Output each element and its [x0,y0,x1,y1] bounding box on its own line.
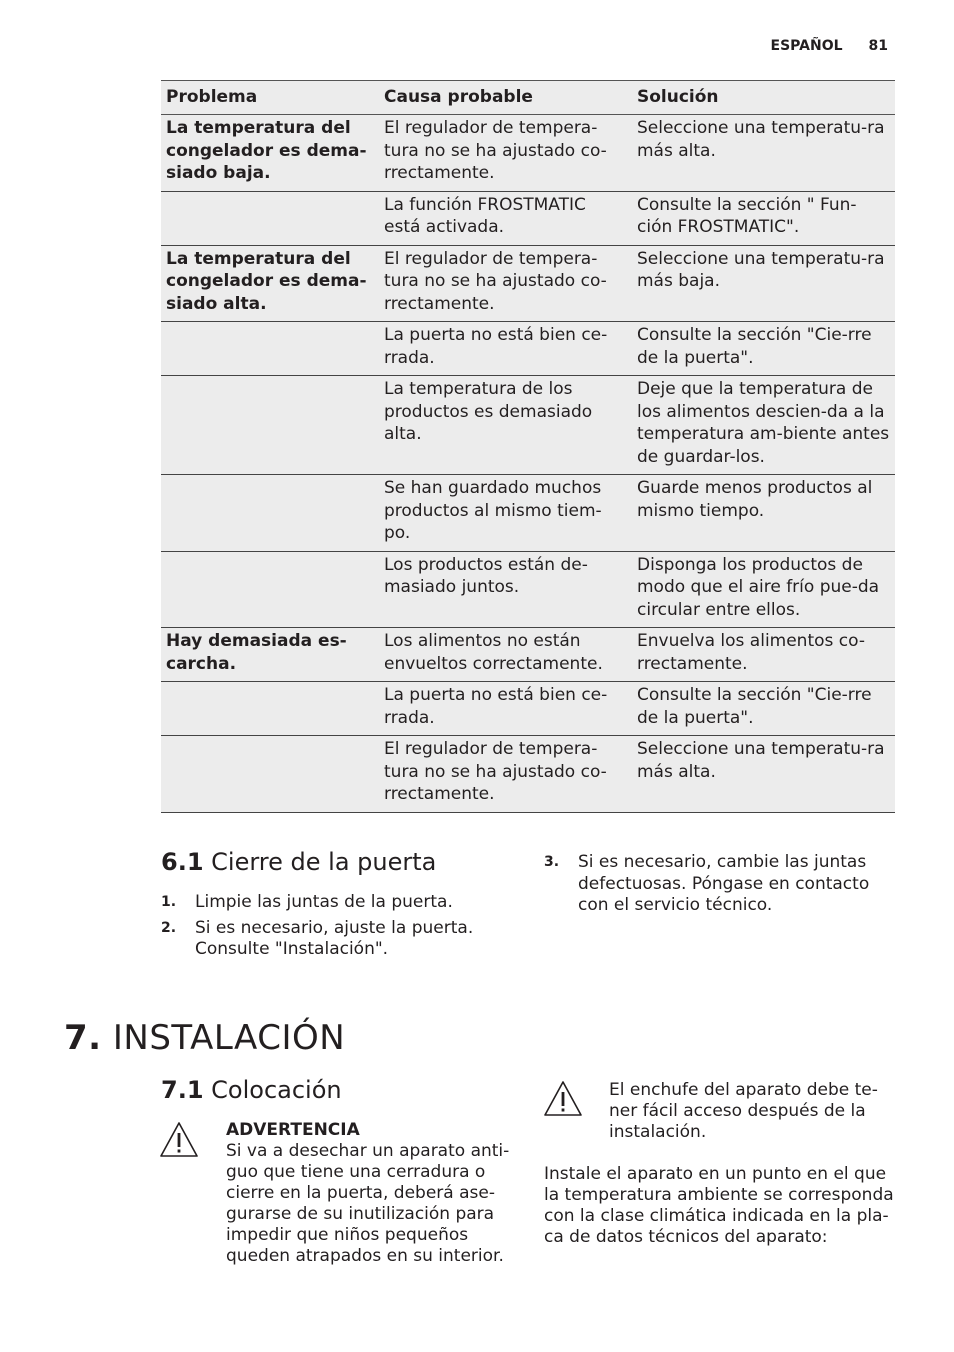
list-item [161,892,501,914]
warning-block [226,1120,516,1267]
section-7-1-heading [161,1076,342,1104]
solution-cell: Deje que la temperatura de los alimentos descien-da a la temperatura am-biente antes de guardar-los. [632,376,895,475]
warning-triangle-icon [543,1080,583,1118]
column-header-solution: Solución [632,81,895,115]
problem-cell [161,475,379,552]
list-item [544,852,894,917]
problem-cell: La temperatura del congelador es dema-siado alta. [161,245,379,322]
section-title: Cierre de la puerta [211,848,437,876]
problem-cell [161,736,379,813]
installation-paragraph: Instale el aparato en un punto en el que la temperatura ambiente se corresponda con la clase climática indicada en la pla-ca de datos técnicos del aparato: [544,1164,894,1247]
problem-cell: La temperatura del congelador es dema-siado baja. [161,115,379,192]
section-number: 6.1 [161,848,204,876]
table-row [161,551,895,628]
chapter-title: INSTALACIÓN [112,1018,346,1058]
cause-cell: La función FROSTMATIC está activada. [379,191,632,245]
problem-cell [161,322,379,376]
solution-cell: Seleccione una temperatu-ra más baja. [632,245,895,322]
step-number: 1. [161,894,177,910]
section-title: Colocación [211,1076,342,1104]
table-row [161,322,895,376]
step-text: Limpie las juntas de la puerta. [195,892,453,912]
table-row [161,191,895,245]
cause-cell: La puerta no está bien ce-rrada. [379,682,632,736]
page-header [771,38,888,54]
problem-cell [161,376,379,475]
solution-cell: Disponga los productos de modo que el aire frío pue-da circular entre ellos. [632,551,895,628]
list-item [161,918,501,961]
chapter-number: 7. [64,1018,102,1058]
warning-title: ADVERTENCIA [226,1120,360,1140]
step-text: Si es necesario, ajuste la puerta. Consulte "Instalación". [195,917,474,959]
steps-list-right [544,852,894,921]
table-header-row [161,81,895,115]
cause-cell: El regulador de tempera-tura no se ha ajustado co-rrectamente. [379,245,632,322]
chapter-7-heading [64,1018,345,1058]
cause-cell: Los productos están de-masiado juntos. [379,551,632,628]
step-number: 3. [544,854,560,870]
cause-cell: Los alimentos no están envueltos correctamente. [379,628,632,682]
step-text: Si es necesario, cambie las juntas defectuosas. Póngase en contacto con el servicio técnico. [578,852,870,915]
solution-cell: Seleccione una temperatu-ra más alta. [632,736,895,813]
step-number: 2. [161,919,177,936]
cause-cell: El regulador de tempera-tura no se ha ajustado co-rrectamente. [379,736,632,813]
warning-text: Si va a desechar un aparato anti-guo que tiene una cerradura o cierre en la puerta, deberá ase-gurarse de su inutilización para impedir que niños pequeños queden atrapados en su interior. [226,1141,510,1266]
solution-cell: Consulte la sección "Cie-rre de la puerta". [632,322,895,376]
table-row [161,376,895,475]
table-row [161,682,895,736]
cause-cell: La puerta no está bien ce-rrada. [379,322,632,376]
problem-cell: Hay demasiada es-carcha. [161,628,379,682]
table-row [161,245,895,322]
caution-text: El enchufe del aparato debe te-ner fácil acceso después de la instalación. [609,1080,878,1142]
solution-cell: Seleccione una temperatu-ra más alta. [632,115,895,192]
header-section: ESPAÑOL [770,38,843,54]
solution-cell: Guarde menos productos al mismo tiempo. [632,475,895,552]
steps-list-left [161,892,501,965]
table-row [161,475,895,552]
solution-cell: Consulte la sección " Fun-ción FROSTMATIC". [632,191,895,245]
section-6-1-heading [161,848,436,876]
cause-cell: Se han guardado muchos productos al mismo tiem-po. [379,475,632,552]
problem-cell [161,682,379,736]
problem-cell [161,551,379,628]
solution-cell: Envuelva los alimentos co-rrectamente. [632,628,895,682]
table-row [161,736,895,813]
cause-cell: La temperatura de los productos es demasiado alta. [379,376,632,475]
table-row [161,628,895,682]
column-header-cause: Causa probable [379,81,632,115]
cause-cell: El regulador de tempera-tura no se ha ajustado co-rrectamente. [379,115,632,192]
solution-cell: Consulte la sección "Cie-rre de la puerta". [632,682,895,736]
page-number: 81 [868,38,888,54]
troubleshooting-table [161,80,895,813]
column-header-problem: Problema [161,81,379,115]
warning-triangle-icon [159,1121,199,1159]
problem-cell [161,191,379,245]
section-number: 7.1 [161,1076,204,1104]
table-row [161,115,895,192]
